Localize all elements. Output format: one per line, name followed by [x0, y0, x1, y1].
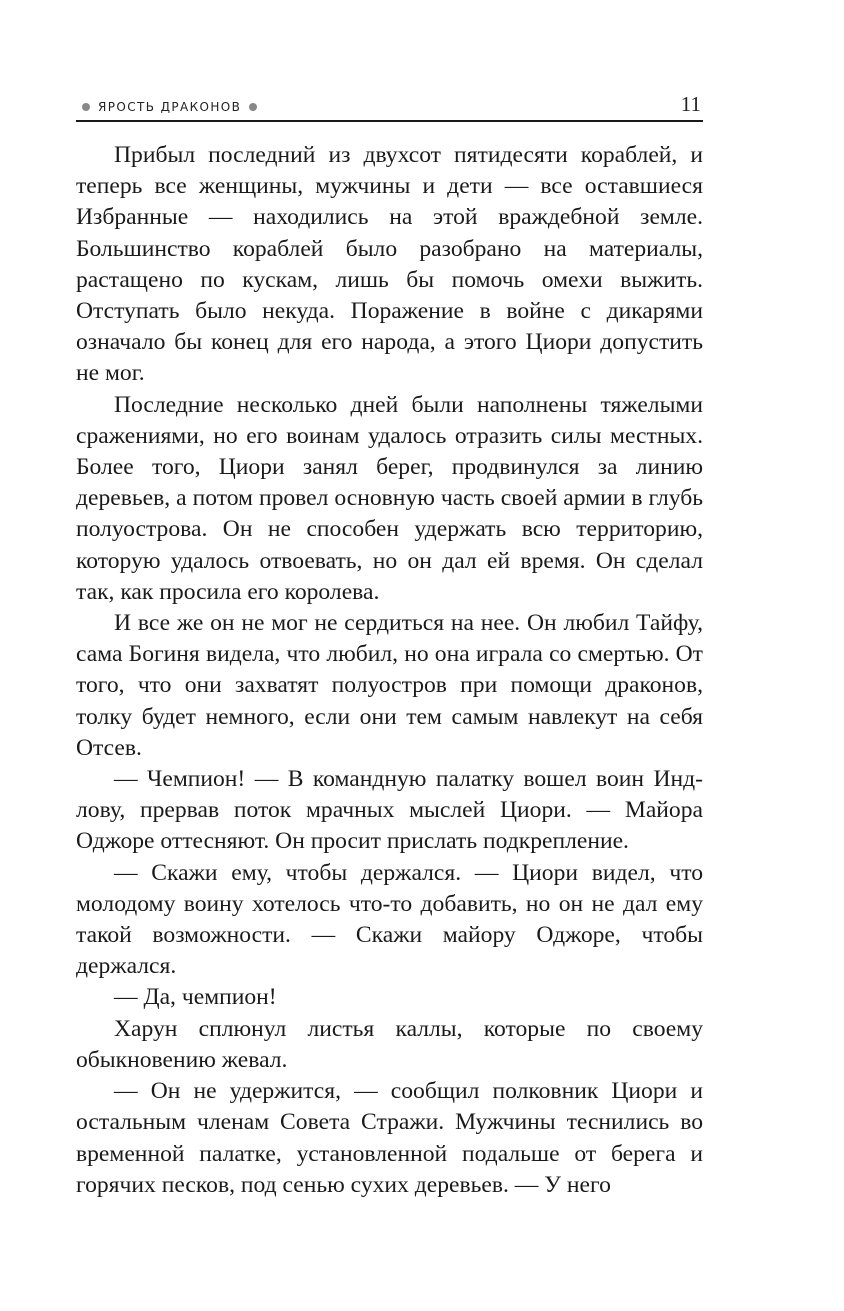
- paragraph: Последние несколько дней были наполнены тяжелыми сражениями, но его воинам удалось отразить силы местных. Более того, Циори занял берег, продвинулся за линию деревьев, а потом провел основную часть своей армии в глубь полуострова. Он не способен удержать всю территорию, которую удалось отвоевать, но он дал ей время. Он сделал так, как просила его королева.: [76, 391, 703, 605]
- page-number: 11: [680, 92, 701, 116]
- paragraph: Прибыл последний из двухсот пятидесяти кораблей, и теперь все женщины, мужчины и дети — все оставшиеся Избранные — находились на этой враждебной земле. Большинство кораблей было разобрано на материалы, растащено по кускам, лишь бы помочь омехи выжить. Отступать было некуда. Поражение в войне с дикарями означало бы конец для его народа, а этого Циори допустить не мог.: [76, 142, 703, 387]
- paragraph: И все же он не мог не сердиться на нее. Он любил Тайфу, сама Богиня видела, что любил, но она играла со смертью. От того, что они захватят полуостров при помощи драконов, толку будет немного, если они тем самым навлекут на себя Отсев.: [76, 610, 703, 761]
- bullet-dot-icon: [82, 103, 90, 111]
- bullet-dot-icon: [249, 103, 257, 111]
- paragraph: — Скажи ему, чтобы держался. — Циори видел, что молодому воину хотелось что-то добавить, но он не дал ему такой возможности. — Скажи майору Оджоре, чтобы держался.: [76, 859, 703, 980]
- paragraph: — Да, чемпион!: [114, 984, 277, 1011]
- paragraph: Харун сплюнул листья каллы, которые по своему обыкновению жевал.: [76, 1015, 703, 1073]
- paragraph: — Чемпион! — В командную палатку вошел воин Индлову, прервав поток мрачных мыслей Циори. — Майора Оджоре оттесняют. Он просит прислать подкрепление.: [76, 766, 703, 855]
- paragraph: — Он не удержится, — сообщил полковник Циори и остальным членам Совета Стражи. Мужчины теснились во временной палатке, установленной подальше от берега и горячих песков, под сенью сухих деревьев. — У него: [76, 1078, 703, 1198]
- body-text: [76, 140, 703, 1201]
- running-title: ЯРОСТЬ ДРАКОНОВ: [98, 100, 242, 114]
- running-header: [76, 92, 703, 122]
- running-title-group: [82, 100, 257, 114]
